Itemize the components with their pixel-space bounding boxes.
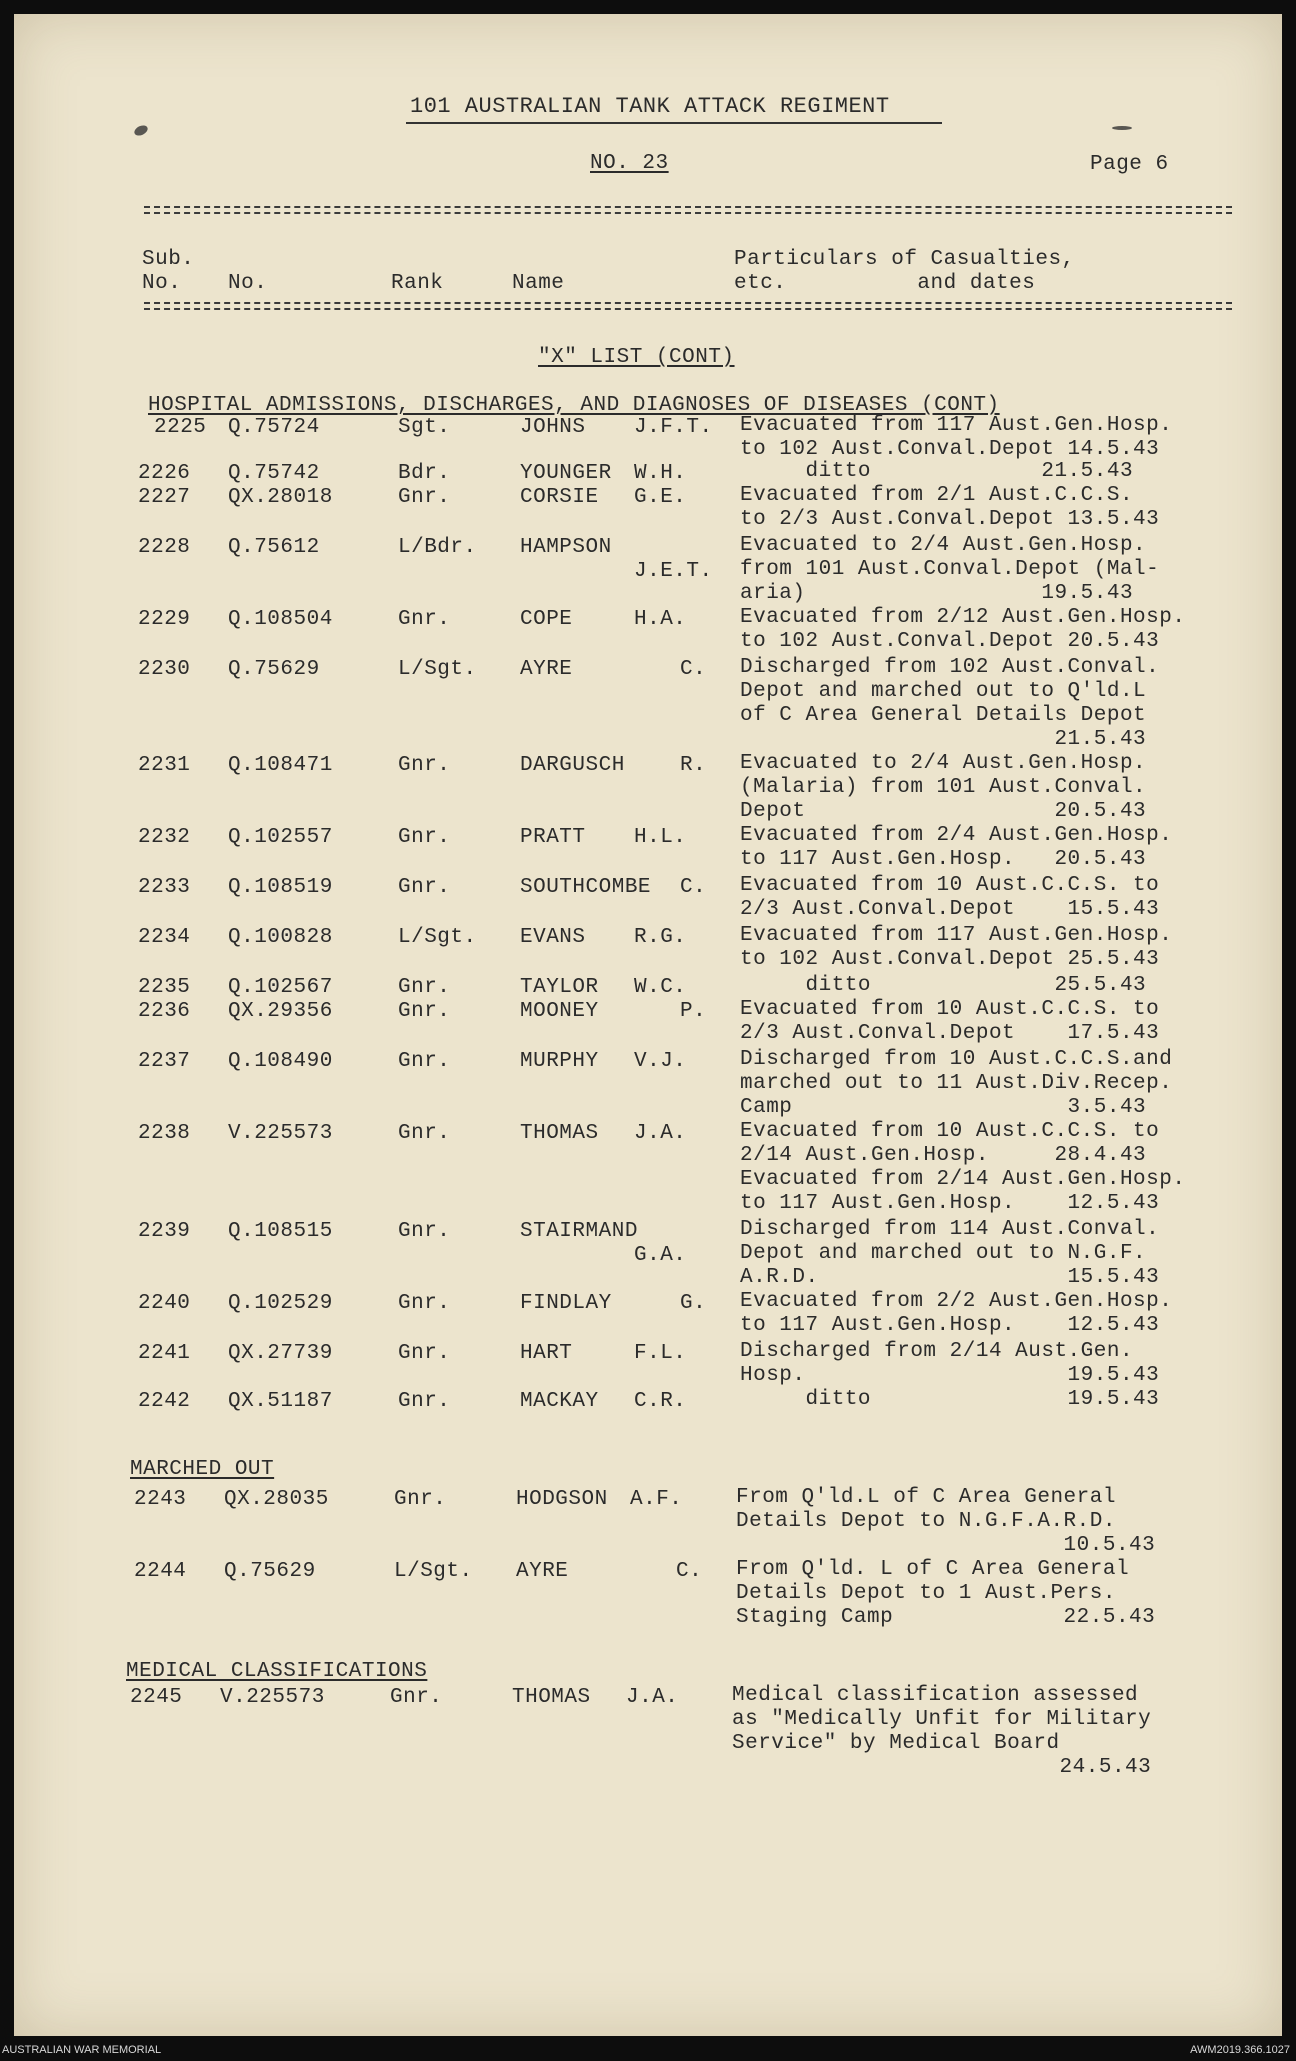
row-sub-no: 2245 (130, 1686, 183, 1709)
row-initials: W.C. (634, 976, 687, 999)
row-particulars-line: (Malaria) from 101 Aust.Conval. (740, 776, 1147, 799)
row-surname: MOONEY (520, 1000, 599, 1023)
row-sub-no: 2230 (138, 658, 191, 681)
row-service-no: V.225573 (220, 1686, 325, 1709)
document-number: NO. 23 (590, 152, 669, 175)
row-particulars-line: Staging Camp 22.5.43 (736, 1606, 1156, 1629)
row-surname: SOUTHCOMBE (520, 876, 652, 899)
row-sub-no: 2239 (138, 1220, 191, 1243)
row-particulars-line: from 101 Aust.Conval.Depot (Mal- (740, 558, 1160, 581)
row-surname: CORSIE (520, 486, 599, 509)
header-no: No. (228, 272, 268, 295)
row-particulars-line: 21.5.43 (740, 728, 1147, 751)
row-initials: F.L. (634, 1342, 687, 1365)
row-surname: AYRE (516, 1560, 569, 1583)
row-particulars-line: 10.5.43 (736, 1534, 1156, 1557)
row-sub-no: 2242 (138, 1390, 191, 1413)
row-service-no: Q.75629 (228, 658, 320, 681)
footer (0, 2042, 1296, 2060)
row-sub-no: 2225 (154, 416, 207, 439)
row-particulars-line: marched out to 11 Aust.Div.Recep. (740, 1072, 1173, 1095)
row-initials: J.A. (634, 1122, 687, 1145)
row-particulars-line: Evacuated from 10 Aust.C.C.S. to (740, 874, 1160, 897)
row-particulars-line: Evacuated from 2/12 Aust.Gen.Hosp. (740, 606, 1186, 629)
row-initials: C.R. (634, 1390, 687, 1413)
row-particulars-line: ditto 21.5.43 (740, 460, 1134, 483)
row-rank: L/Sgt. (398, 926, 477, 949)
row-surname: MACKAY (520, 1390, 599, 1413)
row-surname: MURPHY (520, 1050, 599, 1073)
row-sub-no: 2236 (138, 1000, 191, 1023)
row-particulars-line: of C Area General Details Depot (740, 704, 1147, 727)
row-particulars-line: Evacuated from 2/14 Aust.Gen.Hosp. (740, 1168, 1186, 1191)
row-rank: Gnr. (394, 1488, 447, 1511)
row-sub-no: 2238 (138, 1122, 191, 1145)
row-service-no: V.225573 (228, 1122, 333, 1145)
row-initials: H.A. (634, 608, 687, 631)
row-rank: Gnr. (398, 1390, 451, 1413)
row-particulars-line: to 117 Aust.Gen.Hosp. 12.5.43 (740, 1192, 1160, 1215)
header-rank: Rank (391, 272, 444, 295)
row-surname: THOMAS (520, 1122, 599, 1145)
row-initials: C. (680, 658, 707, 681)
row-sub-no: 2237 (138, 1050, 191, 1073)
page-number: Page 6 (1090, 153, 1169, 176)
footer-left: AUSTRALIAN WAR MEMORIAL (2, 2044, 162, 2056)
row-particulars-line: Details Depot to N.G.F.A.R.D. (736, 1510, 1116, 1533)
row-surname: JOHNS (520, 416, 586, 439)
row-particulars-line: to 102 Aust.Conval.Depot 20.5.43 (740, 630, 1160, 653)
row-service-no: Q.75724 (228, 416, 320, 439)
row-rank: Gnr. (398, 1000, 451, 1023)
row-initials: J.E.T. (634, 560, 713, 583)
row-particulars-line: Evacuated to 2/4 Aust.Gen.Hosp. (740, 534, 1147, 557)
row-rank: L/Sgt. (394, 1560, 473, 1583)
row-particulars-line: aria) 19.5.43 (740, 582, 1134, 605)
row-sub-no: 2226 (138, 462, 191, 485)
row-particulars-line: to 102 Aust.Conval.Depot 14.5.43 (740, 438, 1160, 461)
row-initials: J.F.T. (634, 416, 713, 439)
row-service-no: Q.75629 (224, 1560, 316, 1583)
row-particulars-line: Evacuated from 2/1 Aust.C.C.S. (740, 484, 1134, 507)
row-surname: THOMAS (512, 1686, 591, 1709)
row-initials: G.E. (634, 486, 687, 509)
row-sub-no: 2232 (138, 826, 191, 849)
row-service-no: Q.108471 (228, 754, 333, 777)
ink-smudge (133, 123, 149, 137)
header-particulars-2: etc. and dates (734, 272, 1036, 295)
row-rank: Gnr. (398, 826, 451, 849)
row-particulars-line: Camp 3.5.43 (740, 1096, 1147, 1119)
header-sub: Sub. (142, 248, 195, 271)
regiment-title: 101 AUSTRALIAN TANK ATTACK REGIMENT (410, 94, 890, 119)
row-particulars-line: Discharged from 102 Aust.Conval. (740, 656, 1160, 679)
divider-header-2 (144, 308, 1232, 310)
row-service-no: Q.75612 (228, 536, 320, 559)
row-particulars-line: Evacuated from 2/4 Aust.Gen.Hosp. (740, 824, 1173, 847)
row-rank: Gnr. (390, 1686, 443, 1709)
row-rank: Gnr. (398, 1292, 451, 1315)
row-surname: YOUNGER (520, 462, 612, 485)
row-sub-no: 2229 (138, 608, 191, 631)
row-service-no: Q.108490 (228, 1050, 333, 1073)
row-particulars-line: as "Medically Unfit for Military (732, 1708, 1152, 1731)
row-particulars-line: 24.5.43 (732, 1756, 1152, 1779)
row-service-no: QX.28035 (224, 1488, 329, 1511)
row-surname: COPE (520, 608, 573, 631)
row-service-no: QX.29356 (228, 1000, 333, 1023)
title-underline (406, 122, 942, 124)
row-particulars-line: From Q'ld.L of C Area General (736, 1486, 1116, 1509)
row-service-no: QX.27739 (228, 1342, 333, 1365)
row-particulars-line: Depot 20.5.43 (740, 800, 1147, 823)
row-service-no: Q.108515 (228, 1220, 333, 1243)
row-surname: HART (520, 1342, 573, 1365)
row-particulars-line: Evacuated from 117 Aust.Gen.Hosp. (740, 924, 1173, 947)
row-service-no: Q.102529 (228, 1292, 333, 1315)
row-rank: L/Bdr. (398, 536, 477, 559)
row-particulars-line: 2/14 Aust.Gen.Hosp. 28.4.43 (740, 1144, 1147, 1167)
row-particulars-line: Evacuated from 10 Aust.C.C.S. to (740, 998, 1160, 1021)
row-initials: R. (680, 754, 707, 777)
row-sub-no: 2231 (138, 754, 191, 777)
row-sub-no: 2241 (138, 1342, 191, 1365)
row-rank: Gnr. (398, 1220, 451, 1243)
row-rank: Gnr. (398, 876, 451, 899)
row-initials: R.G. (634, 926, 687, 949)
row-service-no: QX.51187 (228, 1390, 333, 1413)
row-surname: FINDLAY (520, 1292, 612, 1315)
divider-top (144, 206, 1232, 208)
footer-right: AWM2019.366.1027 (1190, 2044, 1290, 2056)
row-rank: Sgt. (398, 416, 451, 439)
ink-smudge (1112, 126, 1132, 130)
row-rank: Gnr. (398, 754, 451, 777)
row-rank: Gnr. (398, 976, 451, 999)
row-rank: Bdr. (398, 462, 451, 485)
row-service-no: Q.75742 (228, 462, 320, 485)
row-rank: Gnr. (398, 1342, 451, 1365)
row-particulars-line: Discharged from 114 Aust.Conval. (740, 1218, 1160, 1241)
section-medical: MEDICAL CLASSIFICATIONS (126, 1660, 428, 1683)
header-particulars: Particulars of Casualties, (734, 248, 1075, 271)
row-particulars-line: Depot and marched out to Q'ld.L (740, 680, 1147, 703)
header-name: Name (512, 272, 565, 295)
row-surname: HODGSON (516, 1488, 608, 1511)
section-hospital: HOSPITAL ADMISSIONS, DISCHARGES, AND DIAGNOSES OF DISEASES (CONT) (148, 394, 1000, 417)
row-initials: G. (680, 1292, 707, 1315)
section-marched-out: MARCHED OUT (130, 1458, 275, 1481)
row-particulars-line: Discharged from 2/14 Aust.Gen. (740, 1340, 1134, 1363)
row-initials: C. (676, 1560, 703, 1583)
row-initials: C. (680, 876, 707, 899)
row-particulars-line: A.R.D. 15.5.43 (740, 1266, 1160, 1289)
row-surname: AYRE (520, 658, 573, 681)
row-initials: H.L. (634, 826, 687, 849)
row-service-no: Q.102567 (228, 976, 333, 999)
row-particulars-line: Hosp. 19.5.43 (740, 1364, 1160, 1387)
list-title: "X" LIST (CONT) (538, 346, 735, 369)
row-surname: DARGUSCH (520, 754, 625, 777)
row-particulars-line: Discharged from 10 Aust.C.C.S.and (740, 1048, 1173, 1071)
row-sub-no: 2240 (138, 1292, 191, 1315)
row-initials: J.A. (626, 1686, 679, 1709)
row-rank: Gnr. (398, 1122, 451, 1145)
row-particulars-line: Evacuated from 10 Aust.C.C.S. to (740, 1120, 1160, 1143)
row-surname: HAMPSON (520, 536, 612, 559)
row-particulars-line: Medical classification assessed (732, 1684, 1139, 1707)
row-surname: TAYLOR (520, 976, 599, 999)
row-particulars-line: Details Depot to 1 Aust.Pers. (736, 1582, 1116, 1605)
header-sub-no: No. (142, 272, 182, 295)
row-particulars-line: to 2/3 Aust.Conval.Depot 13.5.43 (740, 508, 1160, 531)
row-particulars-line: to 117 Aust.Gen.Hosp. 20.5.43 (740, 848, 1147, 871)
row-initials: V.J. (634, 1050, 687, 1073)
row-sub-no: 2243 (134, 1488, 187, 1511)
row-particulars-line: Service" by Medical Board (732, 1732, 1060, 1755)
row-surname: EVANS (520, 926, 586, 949)
row-rank: L/Sgt. (398, 658, 477, 681)
row-sub-no: 2234 (138, 926, 191, 949)
row-service-no: Q.108504 (228, 608, 333, 631)
row-service-no: Q.102557 (228, 826, 333, 849)
row-particulars-line: Depot and marched out to N.G.F. (740, 1242, 1147, 1265)
row-service-no: Q.108519 (228, 876, 333, 899)
divider-header (144, 302, 1232, 304)
divider-top-2 (144, 212, 1232, 214)
row-service-no: Q.100828 (228, 926, 333, 949)
row-initials: G.A. (634, 1244, 687, 1267)
row-initials: P. (680, 1000, 707, 1023)
row-sub-no: 2244 (134, 1560, 187, 1583)
row-particulars-line: to 117 Aust.Gen.Hosp. 12.5.43 (740, 1314, 1160, 1337)
row-particulars-line: Evacuated from 117 Aust.Gen.Hosp. (740, 414, 1173, 437)
row-particulars-line: 2/3 Aust.Conval.Depot 17.5.43 (740, 1022, 1160, 1045)
row-initials: A.F. (630, 1488, 683, 1511)
row-sub-no: 2233 (138, 876, 191, 899)
row-particulars-line: to 102 Aust.Conval.Depot 25.5.43 (740, 948, 1160, 971)
row-surname: STAIRMAND (520, 1220, 638, 1243)
row-particulars-line: Evacuated to 2/4 Aust.Gen.Hosp. (740, 752, 1147, 775)
row-particulars-line: Evacuated from 2/2 Aust.Gen.Hosp. (740, 1290, 1173, 1313)
row-sub-no: 2227 (138, 486, 191, 509)
row-sub-no: 2228 (138, 536, 191, 559)
row-particulars-line: 2/3 Aust.Conval.Depot 15.5.43 (740, 898, 1160, 921)
row-surname: PRATT (520, 826, 586, 849)
row-rank: Gnr. (398, 486, 451, 509)
row-initials: W.H. (634, 462, 687, 485)
row-rank: Gnr. (398, 1050, 451, 1073)
row-particulars-line: ditto 19.5.43 (740, 1388, 1160, 1411)
row-rank: Gnr. (398, 608, 451, 631)
row-particulars-line: ditto 25.5.43 (740, 974, 1147, 997)
document-page (14, 14, 1282, 2036)
row-sub-no: 2235 (138, 976, 191, 999)
row-particulars-line: From Q'ld. L of C Area General (736, 1558, 1130, 1581)
row-service-no: QX.28018 (228, 486, 333, 509)
